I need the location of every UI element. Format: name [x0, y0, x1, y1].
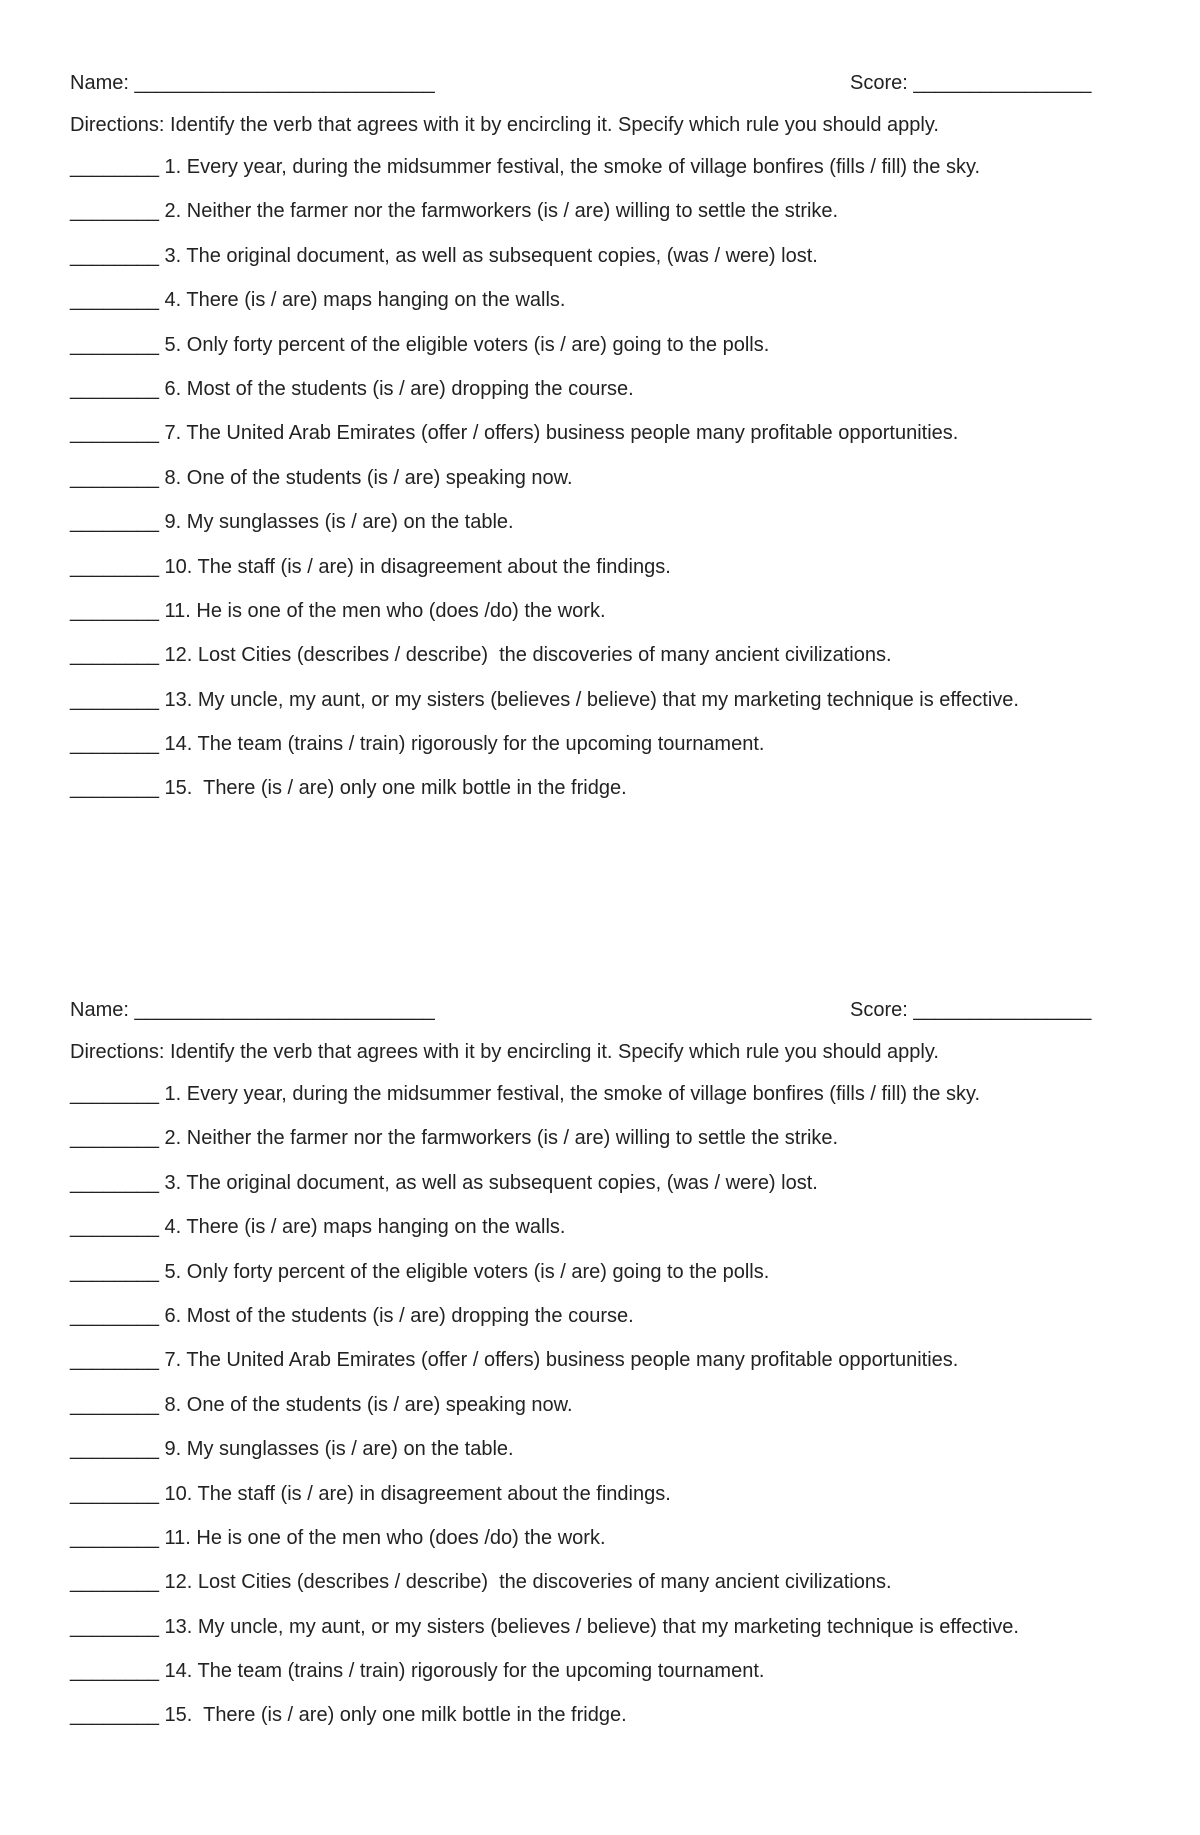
question-item: ________ 7. The United Arab Emirates (offer / offers) business people many profitable opportunities.: [70, 422, 959, 445]
question-list: [70, 1081, 1130, 1747]
question-item: ________ 2. Neither the farmer nor the farmworkers (is / are) willing to settle the strike.: [70, 1127, 839, 1150]
question-item: ________ 1. Every year, during the midsummer festival, the smoke of village bonfires (fills / fill) the sky.: [70, 1083, 981, 1105]
worksheet-header: [70, 997, 1130, 1023]
question-item: ________ 6. Most of the students (is / are) dropping the course.: [70, 1304, 634, 1327]
question-item: ________ 11. He is one of the men who (does /do) the work.: [70, 599, 606, 622]
question-list: [70, 154, 1130, 820]
question-item: ________ 5. Only forty percent of the eligible voters (is / are) going to the polls.: [70, 1260, 770, 1283]
question-item: ________ 13. My uncle, my aunt, or my sisters (believes / believe) that my marketing technique is effective.: [70, 688, 1019, 711]
question-item: ________ 6. Most of the students (is / are) dropping the course.: [70, 377, 634, 400]
question-item: ________ 2. Neither the farmer nor the farmworkers (is / are) willing to settle the strike.: [70, 200, 839, 223]
question-item: ________ 10. The staff (is / are) in disagreement about the findings.: [70, 555, 671, 578]
score-field: Score: ________________: [850, 999, 1092, 1021]
directions: Directions: Identify the verb that agrees with it by encircling it. Specify which rule you should apply.: [70, 114, 939, 136]
question-item: ________ 8. One of the students (is / are) speaking now.: [70, 1393, 573, 1416]
question-item: ________ 4. There (is / are) maps hanging on the walls.: [70, 289, 566, 312]
question-item: ________ 1. Every year, during the midsummer festival, the smoke of village bonfires (fills / fill) the sky.: [70, 156, 981, 178]
question-item: ________ 9. My sunglasses (is / are) on the table.: [70, 511, 514, 534]
name-field: Name: ___________________________: [70, 72, 435, 94]
score-field: Score: ________________: [850, 72, 1092, 94]
question-item: ________ 3. The original document, as well as subsequent copies, (was / were) lost.: [70, 1171, 818, 1194]
question-item: ________ 13. My uncle, my aunt, or my sisters (believes / believe) that my marketing technique is effective.: [70, 1615, 1019, 1638]
question-item: ________ 9. My sunglasses (is / are) on the table.: [70, 1438, 514, 1461]
question-item: ________ 7. The United Arab Emirates (offer / offers) business people many profitable opportunities.: [70, 1349, 959, 1372]
directions: Directions: Identify the verb that agrees with it by encircling it. Specify which rule you should apply.: [70, 1041, 939, 1063]
question-item: ________ 14. The team (trains / train) rigorously for the upcoming tournament.: [70, 733, 765, 756]
worksheet-top: [70, 70, 1130, 820]
question-item: ________ 15. There (is / are) only one milk bottle in the fridge.: [70, 1704, 627, 1727]
name-field: Name: ___________________________: [70, 999, 435, 1021]
question-item: ________ 12. Lost Cities (describes / describe) the discoveries of many ancient civilizations.: [70, 1571, 892, 1594]
question-item: ________ 5. Only forty percent of the eligible voters (is / are) going to the polls.: [70, 333, 770, 356]
question-item: ________ 11. He is one of the men who (does /do) the work.: [70, 1526, 606, 1549]
question-item: ________ 12. Lost Cities (describes / describe) the discoveries of many ancient civilizations.: [70, 644, 892, 667]
worksheet-bottom: [70, 997, 1130, 1747]
question-item: ________ 3. The original document, as well as subsequent copies, (was / were) lost.: [70, 244, 818, 267]
worksheet-header: [70, 70, 1130, 96]
question-item: ________ 10. The staff (is / are) in disagreement about the findings.: [70, 1482, 671, 1505]
question-item: ________ 15. There (is / are) only one milk bottle in the fridge.: [70, 777, 627, 800]
question-item: ________ 4. There (is / are) maps hanging on the walls.: [70, 1216, 566, 1239]
question-item: ________ 8. One of the students (is / are) speaking now.: [70, 466, 573, 489]
question-item: ________ 14. The team (trains / train) rigorously for the upcoming tournament.: [70, 1660, 765, 1683]
